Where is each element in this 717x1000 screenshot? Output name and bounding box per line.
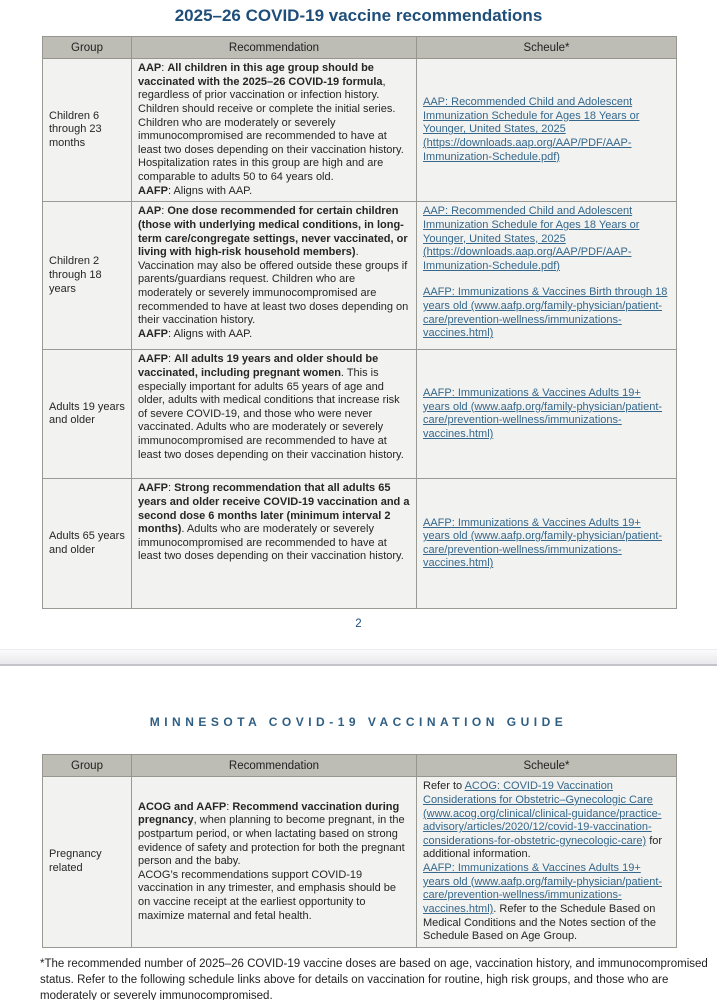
- recommendation-text: :: [161, 205, 168, 218]
- recommendation-text: Recommend vaccination during pregnancy: [138, 800, 400, 827]
- recommendation-text: ACOG and AAFP: [138, 800, 227, 813]
- page-title: 2025–26 COVID-19 vaccine recommendations: [174, 6, 543, 25]
- recommendation-text: :: [161, 62, 168, 74]
- schedule-link[interactable]: AAFP: Immunizations & Vaccines Adults 19+ years old (www.aafp.org/family-physician/patient-care/prevention-wellness/immunizations-vaccines.html): [423, 387, 663, 440]
- table-row: [43, 59, 677, 202]
- group-cell: Children 6 through 23 months: [43, 59, 132, 202]
- table-header-row: [43, 37, 677, 59]
- recommendation-cell: [132, 350, 417, 479]
- recommendation-text: AAP: [138, 62, 162, 74]
- schedule-cell: [417, 479, 677, 609]
- recommendation-text: AAFP: [138, 353, 168, 366]
- recommendation-text: : Aligns with AAP.: [167, 184, 253, 197]
- recommendation-text: :: [226, 800, 233, 813]
- group-cell: Adults 65 years and older: [43, 479, 132, 609]
- footnote: *The recommended number of 2025–26 COVID-19 vaccine doses are based on age, vaccination history, and immunocompromised status. Refer to the following schedule links above for details on vaccination for routine, high risk groups, and those who are moderately or severely immunocompromised.: [40, 957, 708, 1000]
- table-row: [43, 777, 677, 948]
- recommendation-text: . Vaccination may also be offered outside these groups if parents/guardians request. Children who are moderately or severely immunocompromised are recommended to have at least two doses depending on their vaccination history.: [138, 246, 409, 327]
- group-cell: Children 2 through 18 years: [43, 202, 132, 350]
- recommendation-text: AAFP: [138, 327, 168, 340]
- table-row: [43, 479, 677, 609]
- schedule-cell: [417, 59, 677, 202]
- col-header-group: Group: [43, 37, 132, 59]
- recommendation-text: , regardless of prior vaccination or infection history. Children should receive or complete the initial series. Children who are moderately or severely immunocompromised are recommended to have at least two doses depending on their vaccination history. Hospitalization rates in this group are high and are comparable to adults 50 to 64 years old.: [138, 75, 404, 183]
- schedule-link[interactable]: AAFP: Immunizations & Vaccines Adults 19+ years old (www.aafp.org/family-physician/patient-care/prevention-wellness/immunizations-vaccines.html): [423, 516, 663, 570]
- schedule-text: Refer to: [423, 780, 465, 793]
- schedule-link[interactable]: AAP: Recommended Child and Adolescent Immunization Schedule for Ages 18 Years or Younger, United States, 2025 (https://downloads.aap.org/AAP/PDF/AAP-Immunization-Schedule.pdf): [423, 205, 640, 272]
- page-2: [0, 715, 717, 1000]
- guide-title: MINNESOTA COVID-19 VACCINATION GUIDE: [149, 715, 568, 730]
- recommendation-text: , when planning to become pregnant, in the postpartum period, or when lactating based on strong evidence of safety and protection for both the pregnant person and the baby.: [138, 814, 405, 868]
- recommendation-text: . This is especially important for adults 65 years of age and older, adults with medical conditions that increase risk of severe COVID-19, and those who were never vaccinated. Adults who are moderately or severely immunocompromised are recommended to have at least two doses depending on their vaccination history.: [138, 366, 404, 461]
- page-number: 2: [355, 618, 362, 631]
- recommendation-text: . Adults who are moderately or severely immunocompromised are recommended to have at least two doses depending on their vaccination history.: [138, 523, 404, 563]
- schedule-cell: [417, 350, 677, 479]
- table-header-row: [43, 755, 677, 777]
- recommendation-text: All adults 19 years and older should be vaccinated, including pregnant women: [138, 353, 379, 379]
- vaccine-recommendations-table: [42, 36, 677, 609]
- recommendation-text: Strong recommendation that all adults 65 years and older receive COVID-19 vaccination and a second dose 6 months later (minimum interval 2 months): [138, 482, 410, 536]
- col-header-schedule: Scheule*: [417, 37, 677, 59]
- recommendation-text: :: [167, 482, 175, 495]
- recommendation-text: One dose recommended for certain children (those with underlying medical conditions, in long-term care/congregate settings, never vaccinated, or living with high-risk household members): [138, 205, 408, 259]
- recommendation-text: AAFP: [138, 482, 168, 495]
- recommendation-cell: [132, 59, 417, 202]
- group-cell: Adults 19 years and older: [43, 350, 132, 479]
- recommendation-text: ACOG’s recommendations support COVID-19 vaccination in any trimester, and emphasis should be on vaccine receipt at the earliest opportunity to maximize maternal and fetal health.: [138, 868, 397, 922]
- schedule-link[interactable]: AAP: Recommended Child and Adolescent Immunization Schedule for Ages 18 Years or Younger, United States, 2025 (https://downloads.aap.org/AAP/PDF/AAP-Immunization-Schedule.pdf): [423, 96, 640, 163]
- group-cell: Pregnancy related: [43, 777, 132, 948]
- col-header-schedule: Scheule*: [417, 755, 677, 777]
- recommendation-text: All children in this age group should be vaccinated with the 2025–26 COVID-19 formula: [138, 62, 383, 88]
- recommendation-text: : Aligns with AAP.: [167, 327, 253, 340]
- schedule-link[interactable]: ACOG: COVID-19 Vaccination Considerations for Obstetric–Gynecologic Care (www.acog.org/clinical/clinical-guidance/practice-advisory/articles/2020/12/covid-19-vaccination-considerations-for-obstetric-gynecologic-care): [423, 780, 662, 847]
- table-row: [43, 350, 677, 479]
- table-row: [43, 202, 677, 350]
- schedule-cell: [417, 202, 677, 350]
- page-break-divider: [0, 649, 717, 666]
- schedule-text: for additional information.: [423, 834, 663, 861]
- schedule-cell: [417, 777, 677, 948]
- schedule-link[interactable]: AAFP: Immunizations & Vaccines Adults 19+ years old (www.aafp.org/family-physician/patient-care/prevention-wellness/immunizations-vaccines.html): [423, 862, 663, 915]
- schedule-link[interactable]: AAFP: Immunizations & Vaccines Birth through 18 years old (www.aafp.org/family-physician/patient-care/prevention-wellness/immunizations-vaccines.html): [423, 286, 668, 340]
- recommendation-cell: [132, 777, 417, 948]
- recommendation-cell: [132, 479, 417, 609]
- schedule-text: . Refer to the Schedule Based on Medical Conditions and the Notes section of the Schedule Based on Age Group.: [423, 902, 656, 943]
- recommendation-text: AAFP: [138, 184, 168, 197]
- pregnancy-recommendations-table: [42, 754, 677, 948]
- col-header-recommendation: Recommendation: [132, 755, 417, 777]
- col-header-recommendation: Recommendation: [132, 37, 417, 59]
- recommendation-text: :: [167, 353, 175, 366]
- pregnancy-table-body: [43, 777, 677, 948]
- col-header-group: Group: [43, 755, 132, 777]
- recommendations-table-body: [43, 59, 677, 609]
- recommendation-cell: [132, 202, 417, 350]
- recommendation-text: AAP: [138, 205, 162, 218]
